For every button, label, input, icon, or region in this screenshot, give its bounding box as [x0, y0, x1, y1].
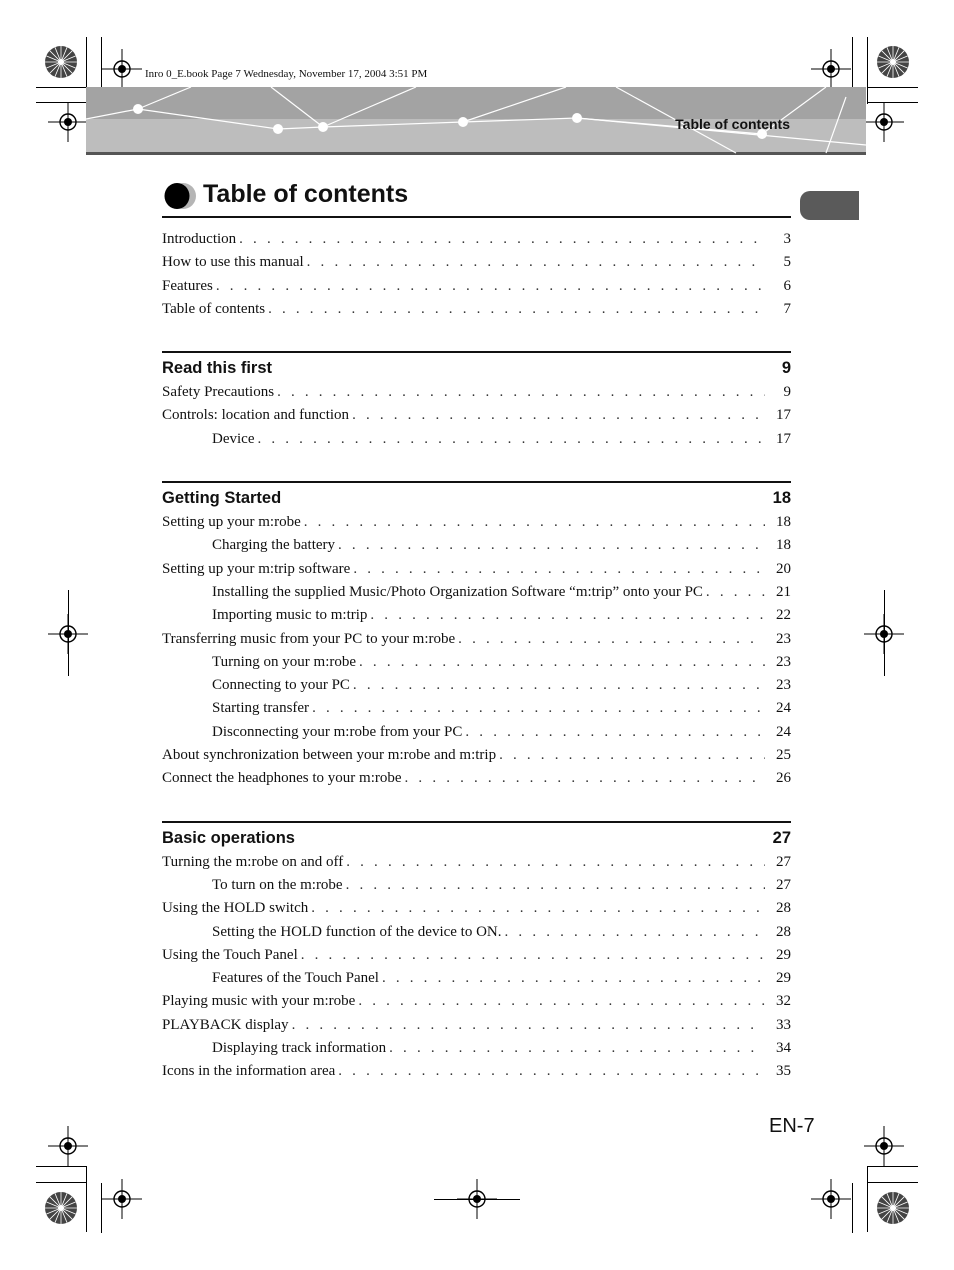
toc-entry-label: Using the HOLD switch	[162, 900, 309, 917]
toc-entry-label: About synchronization between your m:robe and m:trip	[162, 747, 497, 764]
toc-entry-label: Features	[162, 277, 213, 294]
toc-entry-page: 9	[783, 384, 791, 401]
toc-subentry[interactable]	[162, 921, 791, 944]
toc-entry-page: 25	[776, 747, 791, 764]
toc-entry[interactable]	[162, 1014, 791, 1037]
toc-entry-page: 6	[783, 277, 791, 294]
toc-entry-page: 23	[776, 653, 791, 670]
toc-entry-label: How to use this manual	[162, 254, 304, 271]
toc-entry-label: Disconnecting your m:robe from your PC	[212, 723, 463, 740]
toc-entry-page: 18	[776, 537, 791, 554]
dot-leader	[458, 628, 765, 651]
corner-star-mark-icon	[44, 1191, 78, 1225]
header-title: Table of contents	[675, 116, 790, 132]
toc-entry-label: Turning the m:robe on and off	[162, 853, 344, 870]
section-title: Read this first	[162, 359, 273, 378]
toc-entry-page: 23	[776, 630, 791, 647]
toc-subentry[interactable]	[162, 874, 791, 897]
toc-entry-page: 23	[776, 677, 791, 694]
crosshair-mark-icon	[48, 1126, 88, 1166]
toc-entry-label: Setting up your m:trip software	[162, 560, 351, 577]
toc-entry-page: 26	[776, 770, 791, 787]
toc-entry[interactable]	[162, 228, 791, 251]
toc-subentry[interactable]	[162, 1037, 791, 1060]
toc-entry[interactable]	[162, 511, 791, 534]
toc-entry-page: 29	[776, 946, 791, 963]
toc-entry[interactable]	[162, 897, 791, 920]
crosshair-mark-icon	[864, 102, 904, 142]
toc-entry[interactable]	[162, 1060, 791, 1083]
toc-entry-label: Installing the supplied Music/Photo Organization Software “m:trip” onto your PC	[212, 583, 703, 600]
toc-entry-page: 33	[776, 1016, 791, 1033]
file-info: Inro 0_E.book Page 7 Wednesday, November 17, 2004 3:51 PM	[145, 68, 428, 80]
dot-leader	[370, 604, 765, 627]
toc-entry-label: Connect the headphones to your m:robe	[162, 770, 402, 787]
dot-leader	[405, 767, 765, 790]
toc-entry-page: 29	[776, 970, 791, 987]
dot-leader	[277, 381, 765, 404]
crosshair-mark-icon	[811, 49, 851, 89]
toc-subentry[interactable]	[162, 604, 791, 627]
table-of-contents	[162, 228, 791, 1084]
section-heading[interactable]	[162, 351, 791, 381]
corner-star-mark-icon	[876, 1191, 910, 1225]
crosshair-mark-icon	[864, 1126, 904, 1166]
dot-leader	[353, 674, 765, 697]
toc-subentry[interactable]	[162, 534, 791, 557]
toc-entry-label: Controls: location and function	[162, 407, 350, 424]
toc-subentry[interactable]	[162, 721, 791, 744]
dot-leader	[338, 534, 765, 557]
dot-leader	[465, 721, 765, 744]
toc-entry[interactable]	[162, 251, 791, 274]
dot-leader	[239, 228, 765, 251]
toc-entry-page: 24	[776, 723, 791, 740]
toc-intro-block	[162, 228, 791, 321]
toc-entry-label: PLAYBACK display	[162, 1016, 289, 1033]
bullet-icon	[164, 182, 196, 210]
toc-subentry[interactable]	[162, 697, 791, 720]
dot-leader	[216, 275, 765, 298]
toc-entry-page: 20	[776, 560, 791, 577]
toc-section-read-this-first	[162, 351, 791, 451]
toc-entry-label: To turn on the m:robe	[212, 876, 343, 893]
toc-entry-page: 7	[783, 300, 791, 317]
toc-section-basic-operations	[162, 821, 791, 1084]
crosshair-mark-icon	[48, 102, 88, 142]
toc-entry-label: Turning on your m:robe	[212, 653, 357, 670]
dot-leader	[311, 897, 765, 920]
toc-subentry[interactable]	[162, 674, 791, 697]
dot-leader	[301, 944, 765, 967]
toc-section-getting-started	[162, 481, 791, 791]
toc-entry-label: Setting the HOLD function of the device to ON.	[212, 923, 502, 940]
toc-entry[interactable]	[162, 275, 791, 298]
toc-entry[interactable]	[162, 944, 791, 967]
toc-entry[interactable]	[162, 628, 791, 651]
crosshair-mark-icon	[102, 1179, 142, 1219]
toc-subentry[interactable]	[162, 651, 791, 674]
toc-entry-page: 24	[776, 700, 791, 717]
page-title: Table of contents	[203, 180, 409, 208]
toc-entry-label: Charging the battery	[212, 537, 336, 554]
dot-leader	[346, 874, 765, 897]
toc-entry-label: Features of the Touch Panel	[212, 970, 379, 987]
toc-entry-page: 34	[776, 1040, 791, 1057]
toc-entry-label: Playing music with your m:robe	[162, 993, 356, 1010]
toc-subentry[interactable]	[162, 967, 791, 990]
dot-leader	[346, 851, 765, 874]
dot-leader	[382, 967, 765, 990]
toc-entry-label: Using the Touch Panel	[162, 946, 298, 963]
chapter-tab	[800, 191, 859, 220]
toc-entry-page: 28	[776, 923, 791, 940]
toc-entry-label: Connecting to your PC	[212, 677, 350, 694]
toc-entry-label: Device	[212, 430, 255, 447]
toc-entry-label: Safety Precautions	[162, 384, 275, 401]
toc-entry[interactable]	[162, 767, 791, 790]
toc-entry[interactable]	[162, 298, 791, 321]
toc-entry[interactable]	[162, 404, 791, 427]
dot-leader	[307, 251, 765, 274]
toc-entry-page: 5	[783, 254, 791, 271]
dot-leader	[358, 990, 765, 1013]
toc-entry-page: 27	[776, 876, 791, 893]
crosshair-mark-icon	[811, 1179, 851, 1219]
dot-leader	[706, 581, 765, 604]
toc-entry-page: 17	[776, 430, 791, 447]
toc-entry-page: 17	[776, 407, 791, 424]
toc-subentry[interactable]	[162, 581, 791, 604]
corner-star-mark-icon	[876, 45, 910, 79]
toc-entry-label: Icons in the information area	[162, 1063, 336, 1080]
toc-entry[interactable]	[162, 990, 791, 1013]
dot-leader	[292, 1014, 765, 1037]
dot-leader	[499, 744, 765, 767]
toc-entry-label: Displaying track information	[212, 1040, 387, 1057]
dot-leader	[389, 1037, 765, 1060]
dot-leader	[268, 298, 765, 321]
toc-entry[interactable]	[162, 851, 791, 874]
toc-entry-page: 35	[776, 1063, 791, 1080]
toc-entry-label: Transferring music from your PC to your m:robe	[162, 630, 456, 647]
dot-leader	[505, 921, 765, 944]
toc-entry-page: 22	[776, 607, 791, 624]
toc-entry-label: Starting transfer	[212, 700, 310, 717]
dot-leader	[352, 404, 765, 427]
toc-entry-label: Table of contents	[162, 300, 266, 317]
toc-entry[interactable]	[162, 558, 791, 581]
dot-leader	[353, 558, 765, 581]
page-number: EN-7	[769, 1115, 815, 1137]
section-title: Basic operations	[162, 828, 295, 847]
dot-leader	[359, 651, 765, 674]
toc-entry-page: 32	[776, 993, 791, 1010]
section-heading[interactable]	[162, 821, 791, 851]
toc-entry[interactable]	[162, 744, 791, 767]
corner-star-mark-icon	[44, 45, 78, 79]
dot-leader	[338, 1060, 765, 1083]
section-page: 18	[772, 489, 791, 508]
section-title: Getting Started	[162, 489, 282, 508]
toc-entry-page: 27	[776, 853, 791, 870]
crosshair-mark-icon	[102, 49, 142, 89]
toc-entry-page: 28	[776, 900, 791, 917]
toc-entry-label: Introduction	[162, 231, 237, 247]
toc-entry-label: Importing music to m:trip	[212, 607, 368, 624]
dot-leader	[312, 697, 765, 720]
toc-entry-label: Setting up your m:robe	[162, 514, 301, 531]
page-title-row	[162, 178, 791, 218]
toc-subentry[interactable]	[162, 428, 791, 451]
section-page: 27	[772, 828, 791, 847]
dot-leader	[304, 511, 765, 534]
dot-leader	[257, 428, 765, 451]
toc-entry[interactable]	[162, 381, 791, 404]
section-heading[interactable]	[162, 481, 791, 511]
toc-entry-page: 21	[776, 583, 791, 600]
toc-entry-page: 3	[783, 231, 791, 247]
toc-entry-page: 18	[776, 514, 791, 531]
section-page: 9	[781, 359, 791, 378]
